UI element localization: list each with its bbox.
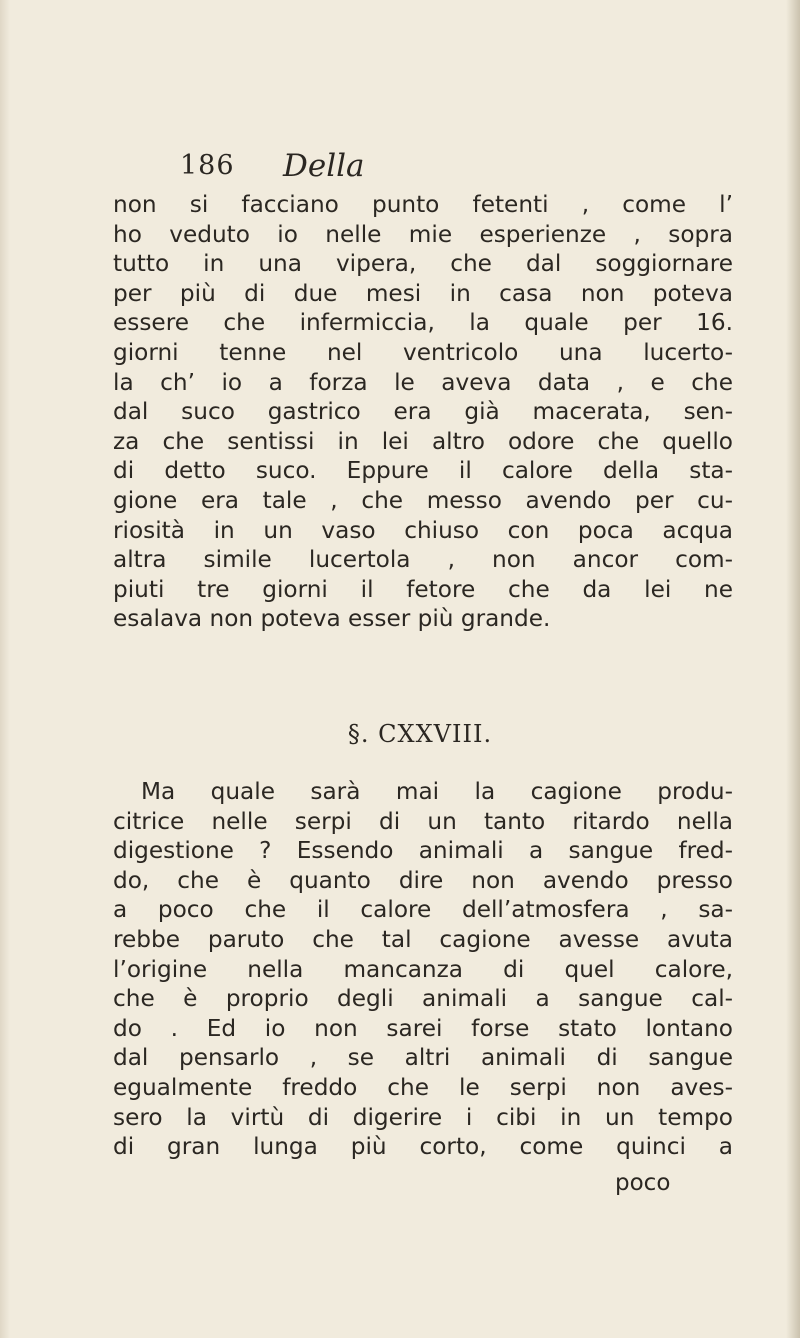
text-line: egualmente freddo che le serpi non aves- (113, 1073, 733, 1101)
text-line: non si facciano punto fetenti , come l’ (113, 191, 733, 218)
text-line: di gran lunga più corto, come quinci a (113, 1133, 733, 1161)
text-line: gione era tale , che messo avendo per cu- (113, 486, 733, 514)
page-number: 186 (180, 150, 235, 181)
section-heading (0, 720, 800, 748)
text-line: dal suco gastrico era già macerata, sen- (113, 398, 733, 426)
text-line: tutto in una vipera, che dal soggiornare (113, 250, 733, 278)
text-line: di detto suco. Eppure il calore della sta- (113, 457, 733, 485)
text-line: riosità in un vaso chiuso con poca acqua (113, 516, 733, 544)
text-line: la ch’ io a forza le aveva data , e che (113, 368, 733, 396)
text-line: dal pensarlo , se altri animali di sangue (113, 1044, 733, 1072)
text-line: Ma quale sarà mai la cagione produ- (141, 778, 733, 805)
text-line: ho veduto io nelle mie esperienze , sopra (113, 220, 733, 248)
text-line: do . Ed io non sarei forse stato lontano (113, 1014, 733, 1042)
text-line: che è proprio degli animali a sangue cal- (113, 985, 733, 1013)
catchword: poco (615, 1170, 671, 1196)
text-line: citrice nelle serpi di un tanto ritardo nella (113, 807, 733, 835)
text-line: l’origine nella mancanza di quel calore, (113, 955, 733, 983)
text-line: giorni tenne nel ventricolo una lucerto- (113, 338, 733, 366)
text-line: za che sentissi in lei altro odore che quello (113, 427, 733, 455)
running-head: Della (283, 148, 365, 184)
section-heading-text: §. CXXVIII. (347, 720, 493, 748)
text-line: altra simile lucertola , non ancor com- (113, 546, 733, 574)
page-edge-left (0, 0, 10, 1338)
paragraph-2 (113, 777, 733, 1162)
text-line: piuti tre giorni il fetore che da lei ne (113, 575, 733, 603)
text-line: do, che è quanto dire non avendo presso (113, 866, 733, 894)
page-header (180, 150, 700, 190)
text-line: esalava non poteva esser più grande. (113, 605, 551, 633)
text-line: sero la virtù di digerire i cibi in un tempo (113, 1103, 733, 1131)
page-edge-right (786, 0, 800, 1338)
text-line: per più di due mesi in casa non poteva (113, 279, 733, 307)
text-line: rebbe paruto che tal cagione avesse avuta (113, 925, 733, 953)
text-line: digestione ? Essendo animali a sangue fred- (113, 837, 733, 865)
paragraph-1 (113, 190, 733, 634)
text-line: essere che infermiccia, la quale per 16. (113, 309, 733, 337)
text-line: a poco che il calore dell’atmosfera , sa- (113, 896, 733, 924)
